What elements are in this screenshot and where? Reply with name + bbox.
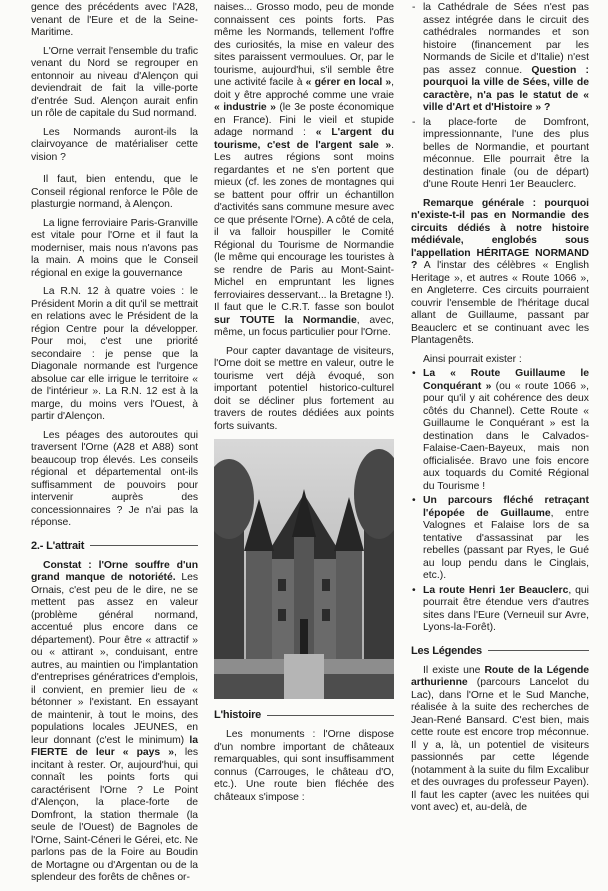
chateau-photo: [214, 439, 394, 699]
list-item: - la Cathédrale de Sées n'est pas assez intégrée dans le circuit des cathédrales normandes et son histoire (financement par les Normands de Sicile et d'Italie) n'est pas assez connue. Question : pourquoi la ville de Sées, ville de caractère, n'a pas le statut de « ville d'Art et d'Histoire » ?: [423, 2, 589, 115]
paragraph: gence des précédents avec l'A28, venant de l'Eure et de la Seine-Maritime.: [31, 2, 198, 38]
paragraph-tourisme: naises... Grosso modo, peu de monde connaissent ces points forts. Pas même les Normands, tellement l'offre des curiosités, la mise en valeur des sites paraissent vermoulues. Or, par le tourisme, aujourd'hui, s'il semble être une activité facile à « gérer en local », doit y être approché comme une vraie « industrie » (le 3e poste économique en France). Fini le vieil et stupide adage normand : « L'argent du tourisme, c'est de l'argent sale ». Les autres régions sont moins regardantes et ne s'en portent que mieux (cf. les zones de montagnes qui se battent pour offrir un échantillon d'activités sans commune mesure avec ce que présente l'Orne). A côté de cela, il va falloir houspiller le Comité Régional du Tourisme de Normandie (le même qui encourage les touristes à se rendre de Paris au Mont-Saint-Michel en empruntant les lignes ferroviaires desservant... la Bretagne !). Il faut que le C.R.T. fasse son boulot sur TOUTE la Normandie, avec, même, un focus particulier pour l'Orne.: [214, 2, 395, 338]
paragraph: Il faut, bien entendu, que le Conseil régional renforce le Pôle de plasturgie normand, à Alençon.: [31, 174, 198, 210]
paragraph: Pour capter davantage de visiteurs, l'Orne doit se mettre en valeur, outre le tourisme vert déjà évoqué, son important potentiel historico-culturel doit se décliner plus fortement au travers de routes dédiées aux points forts suivants.: [214, 345, 394, 432]
paragraph: Les péages des autoroutes qui traversent l'Orne (A28 et A88) sont beaucoup trop élevés. Les conseils régional et départemental ont-ils suffisamment de pouvoirs pour intervenir auprès des concessionnaires ? Je n'ai pas la réponse.: [31, 429, 198, 528]
list-item: - la place-forte de Domfront, impressionnante, l'une des plus belles de Normandie, et pourtant méconnue. Elle pourrait être la destination finale (ou de départ) d'une Route Henri 1er Beauclerc.: [423, 117, 589, 192]
paragraph: La ligne ferroviaire Paris-Granville est vitale pour l'Orne et il faut la moderniser, mais nous n'avons pas la main. A moins que le Conseil régional en exige la gouvernance: [31, 217, 198, 279]
paragraph: La R.N. 12 à quatre voies : le Président Morin a dit qu'il se mettrait en relations avec le Président de la région Centre pour la développer. Pour moi, c'est une priorité secondaire : je pense que la Diagonale normande est l'urgence absolue car elle irrigue le territoire « de l'intérieur ». La R.N. 12 est à la marge, du moins vers l'Ouest, à partir d'Alençon.: [31, 286, 198, 422]
column-3: [411, 2, 589, 821]
monuments-list: [411, 2, 589, 192]
paragraph-remarque: Remarque générale : pourquoi n'existe-t-il pas en Normandie des circuits dédiés à notre histoire médiévale, englobés sous l'appellation HÉRITAGE NORMAND ? A l'instar des célèbres « English Heritage », et autres « Route 1066 », en Angleterre. Ces circuits pourraient couvrir l'ensemble de l'héritage ducal allant de Guillaume, passant par Beauclerc et se continuant avec les Plantagenêts.: [411, 197, 589, 346]
paragraph-legende: Il existe une Route de la Légende arthurienne (parcours Lancelot du Lac), dans l'Orne et le Sud Manche, réalisée à la suite des recherches de Jean-René Bansard. C'est bien, mais cette route est encore trop méconnue. Il y a, là, un potentiel de visiteurs passionnés par cette légende (notamment à la suite du film Excalibur et des ouvrages du professeur Payen). Il faut les capter (avec les nuitées qui vont avec) et, au-delà, de: [411, 664, 589, 813]
list-item: • Un parcours fléché retraçant l'épopée de Guillaume, entre Valognes et Falaise lors de sa tentative d'assassinat par les rebelles (passant par Ryes, le Gué au loup pendu dans le Cinglais, etc.).: [423, 495, 589, 583]
section-heading-attrait: 2.- L'attrait: [31, 540, 198, 552]
paragraph: Ainsi pourrait exister :: [423, 353, 522, 365]
paragraph-constat: Constat : l'Orne souffre d'un grand manque de notoriété. Les Ornais, c'est peu de le dire, ne se mettent pas assez en valeur (problème général normand, accentué plus encore dans ce département). Pour être « attractif » ou « attirant », conduisant, entre autres, au maintien ou l'implantation d'entreprises génératrices d'emplois, il convient, en premier lieu de « bétonner » l'existant. En essayant de maintenir, à tout le moins, des populations locales JEUNES, en leur donnant (c'est le minimum) la FIERTE de leur « pays », les incitant à rester. Or, aujourd'hui, qui connaît les points forts qui caractérisent l'Orne ? Le Point d'Alençon, la place-forte de Domfront, la station thermale (la seule de l'Ouest) de Bagnoles de l'Orne, Saint-Céneri le Gérei, etc. Ne parlons pas de la Foire au Boudin de Mortagne ou d'Argentan ou de la splendeur des forêts de chênes or-: [31, 559, 198, 883]
section-heading-histoire: L'histoire: [214, 709, 394, 721]
paragraph: L'Orne verrait l'ensemble du trafic venant du Nord se regrouper en entonnoir au niveau d'Alençon qui deviendrait de fait la ville-porte d'entrée Sud. Alençon aurait enfin un rôle de capitale du Sud normand.: [31, 45, 198, 119]
column-1: [31, 2, 198, 891]
column-2: [214, 2, 394, 810]
section-heading-legendes: Les Légendes: [411, 645, 589, 657]
paragraph: Les Normands auront-ils la clairvoyance de matérialiser cette vision ?: [31, 126, 198, 163]
paragraph: Les monuments : l'Orne dispose d'un nombre important de châteaux remarquables, qui sont insuffisamment connus (Carrouges, le château d'O, etc.). Une route bien fléchée des châteaux s'impose :: [214, 729, 394, 803]
routes-list: [411, 368, 589, 635]
list-item: • La route Henri 1er Beauclerc, qui pourrait être étendue vers d'autres sites dans l'Eure (Verneuil sur Avre, Lyons-la-Forêt).: [423, 585, 589, 635]
list-item: • La « Route Guillaume le Conquérant » (ou « route 1066 », pour qu'il y ait cohérence des deux côtés du Channel). Cette Route « Guillaume le Conquérant » est la destination dans le Calvados-Falaise-Caen-Bayeux, mais non officialisée. Bravo une fois encore aux toquards du Comité Régional du Tourisme !: [423, 368, 589, 493]
